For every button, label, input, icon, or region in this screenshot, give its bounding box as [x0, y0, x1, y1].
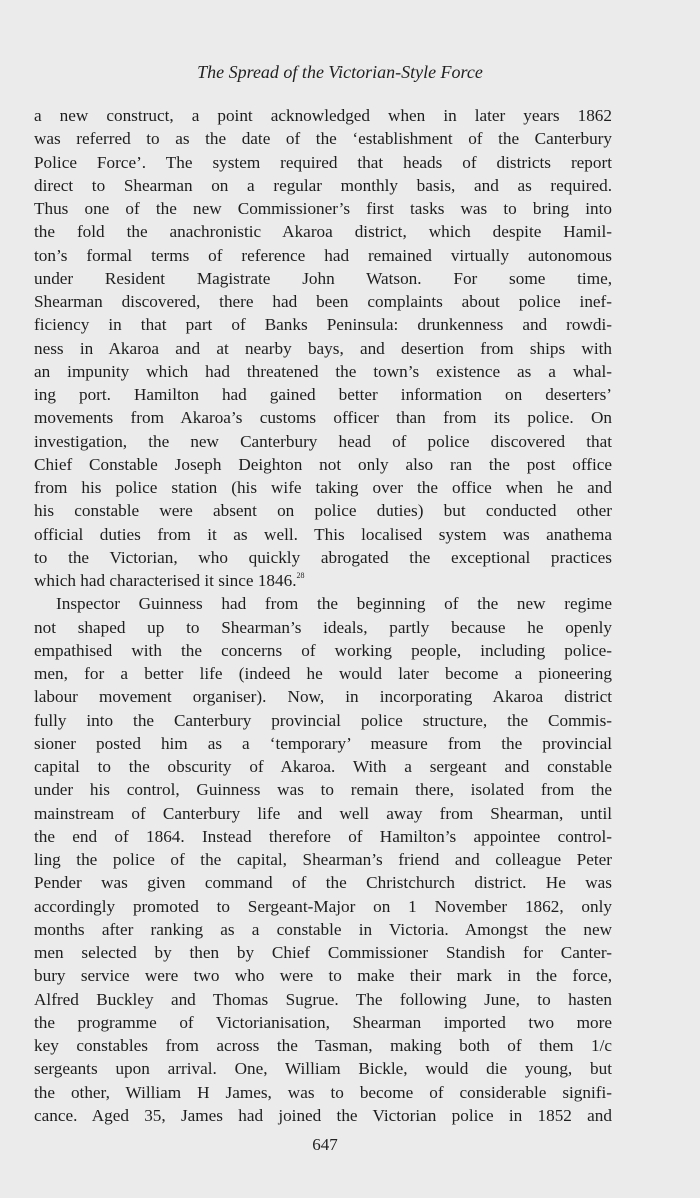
- text-line: the end of 1864. Instead therefore of Hamilton’s appointee control-: [34, 826, 612, 846]
- paragraph-1: [34, 104, 612, 592]
- footnote-reference[interactable]: 28: [296, 571, 305, 580]
- text-line: Inspector Guinness had from the beginning of the new regime: [56, 594, 612, 614]
- paragraph-2: [34, 592, 612, 1127]
- text-line: sioner posted him as a ‘temporary’ measure from the provincial: [34, 733, 612, 753]
- text-line: under Resident Magistrate John Watson. For some time,: [34, 268, 612, 288]
- text-line: the programme of Victorianisation, Shearman imported two more: [34, 1012, 612, 1032]
- text-line: an impunity which had threatened the town’s existence as a whal-: [34, 361, 612, 381]
- text-line: cance. Aged 35, James had joined the Victorian police in 1852 and: [34, 1105, 612, 1125]
- text-line: fully into the Canterbury provincial police structure, the Commis-: [34, 710, 612, 730]
- text-line: labour movement organiser). Now, in incorporating Akaroa district: [34, 687, 612, 707]
- text-line: accordingly promoted to Sergeant-Major on 1 November 1862, only: [34, 896, 612, 916]
- text-line: was referred to as the date of the ‘establishment of the Canterbury: [34, 129, 612, 149]
- text-line: empathised with the concerns of working people, including police-: [34, 640, 612, 660]
- text-line: Police Force’. The system required that heads of districts report: [34, 152, 612, 172]
- text-line: men selected by then by Chief Commissioner Standish for Canter-: [34, 943, 612, 962]
- text-line: Shearman discovered, there had been complaints about police inef-: [34, 292, 612, 311]
- text-line: from his police station (his wife taking over the office when he and: [34, 478, 612, 497]
- text-line: not shaped up to Shearman’s ideals, partly because he openly: [34, 617, 612, 637]
- running-head: The Spread of the Victorian-Style Force: [197, 62, 483, 82]
- text-line: [34, 569, 612, 592]
- text-line: Chief Constable Joseph Deighton not only also ran the post office: [34, 454, 612, 474]
- body-text: [34, 104, 612, 1127]
- text-line: the other, William H James, was to become of considerable signifi-: [34, 1082, 612, 1102]
- text-line: a new construct, a point acknowledged when in later years 1862: [34, 106, 612, 125]
- text-line: months after ranking as a constable in Victoria. Amongst the new: [34, 919, 612, 939]
- text-line: bury service were two who were to make their mark in the force,: [34, 966, 612, 986]
- text-line: his constable were absent on police duties) but conducted other: [34, 501, 612, 521]
- text-line: to the Victorian, who quickly abrogated the exceptional practices: [34, 547, 612, 567]
- text-line: men, for a better life (indeed he would later become a pioneering: [34, 664, 612, 683]
- text-line: ness in Akaroa and at nearby bays, and desertion from ships with: [34, 338, 612, 358]
- text-line: mainstream of Canterbury life and well away from Shearman, until: [34, 803, 612, 823]
- text-line: movements from Akaroa’s customs officer than from its police. On: [34, 408, 612, 428]
- text-line: ing port. Hamilton had gained better information on deserters’: [34, 385, 612, 404]
- text-line: under his control, Guinness was to remain there, isolated from the: [34, 780, 612, 800]
- text-line: Pender was given command of the Christchurch district. He was: [34, 873, 612, 893]
- text-line: key constables from across the Tasman, making both of them 1/c: [34, 1036, 612, 1055]
- text-line: official duties from it as well. This localised system was anathema: [34, 524, 612, 544]
- text-line: ton’s formal terms of reference had remained virtually autonomous: [34, 245, 612, 265]
- text-line: Alfred Buckley and Thomas Sugrue. The following June, to hasten: [34, 989, 612, 1009]
- text-line: investigation, the new Canterbury head of police discovered that: [34, 431, 612, 451]
- text-line-content: which had characterised it since 1846.: [34, 571, 297, 590]
- text-line: direct to Shearman on a regular monthly basis, and as required.: [34, 175, 612, 195]
- text-line: Thus one of the new Commissioner’s first tasks was to bring into: [34, 199, 612, 218]
- text-line: ling the police of the capital, Shearman’s friend and colleague Peter: [34, 850, 612, 869]
- page-number: 647: [312, 1135, 338, 1154]
- text-line: capital to the obscurity of Akaroa. With a sergeant and constable: [34, 757, 612, 776]
- text-line: sergeants upon arrival. One, William Bickle, would die young, but: [34, 1059, 612, 1079]
- text-line: ficiency in that part of Banks Peninsula: drunkenness and rowdi-: [34, 315, 612, 335]
- text-line: the fold the anachronistic Akaroa district, which despite Hamil-: [34, 222, 612, 242]
